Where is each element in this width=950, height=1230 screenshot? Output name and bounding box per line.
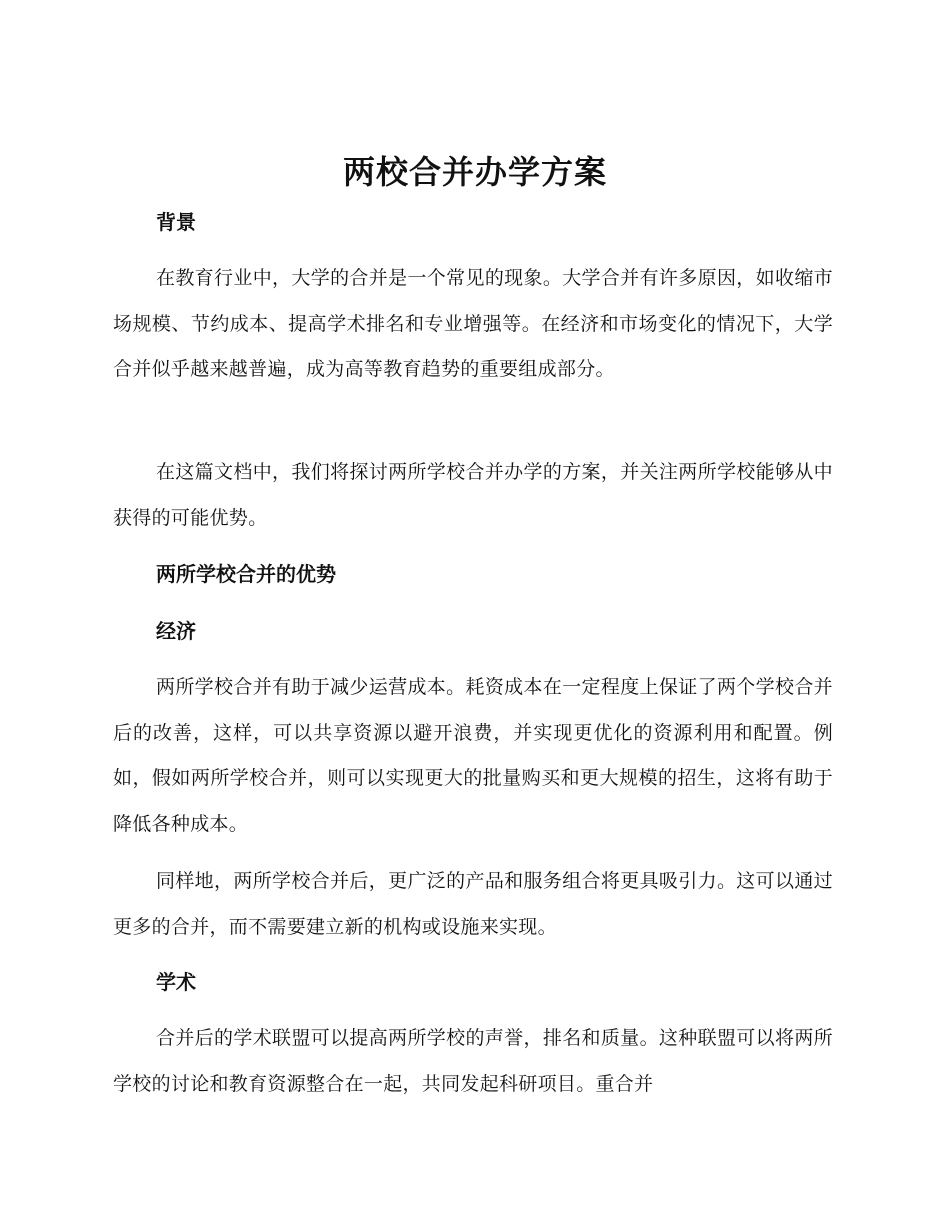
document-title: 两校合并办学方案: [342, 153, 607, 191]
paragraph-background-1: 在教育行业中，大学的合并是一个常见的现象。大学合并有许多原因，如收缩市场规模、节约成本、提高学术排名和专业增强等。在经济和市场变化的情况下，大学合并似乎越来越普遍，成为高等教育趋势的重要组成部分。: [113, 267, 833, 380]
section-heading-background: 背景: [156, 210, 196, 234]
section-heading-advantages: 两所学校合并的优势: [156, 562, 336, 586]
paragraph-economy-1: 两所学校合并有助于减少运营成本。耗资成本在一定程度上保证了两个学校合并后的改善，这样，可以共享资源以避开浪费，并实现更优化的资源利用和配置。例如，假如两所学校合并，则可以实现更大的批量购买和更大规模的招生，这将有助于降低各种成本。: [113, 676, 833, 835]
paragraph-academic-1: 合并后的学术联盟可以提高两所学校的声誉，排名和质量。这种联盟可以将两所学校的讨论和教育资源整合在一起，共同发起科研项目。重合并: [113, 1027, 833, 1095]
paragraph-background-2: 在这篇文档中，我们将探讨两所学校合并办学的方案，并关注两所学校能够从中获得的可能优势。: [113, 461, 833, 529]
subsection-heading-academic: 学术: [156, 970, 196, 994]
paragraph-economy-2: 同样地，两所学校合并后，更广泛的产品和服务组合将更具吸引力。这可以通过更多的合并，而不需要建立新的机构或设施来实现。: [113, 870, 833, 938]
subsection-heading-economy: 经济: [156, 619, 196, 643]
